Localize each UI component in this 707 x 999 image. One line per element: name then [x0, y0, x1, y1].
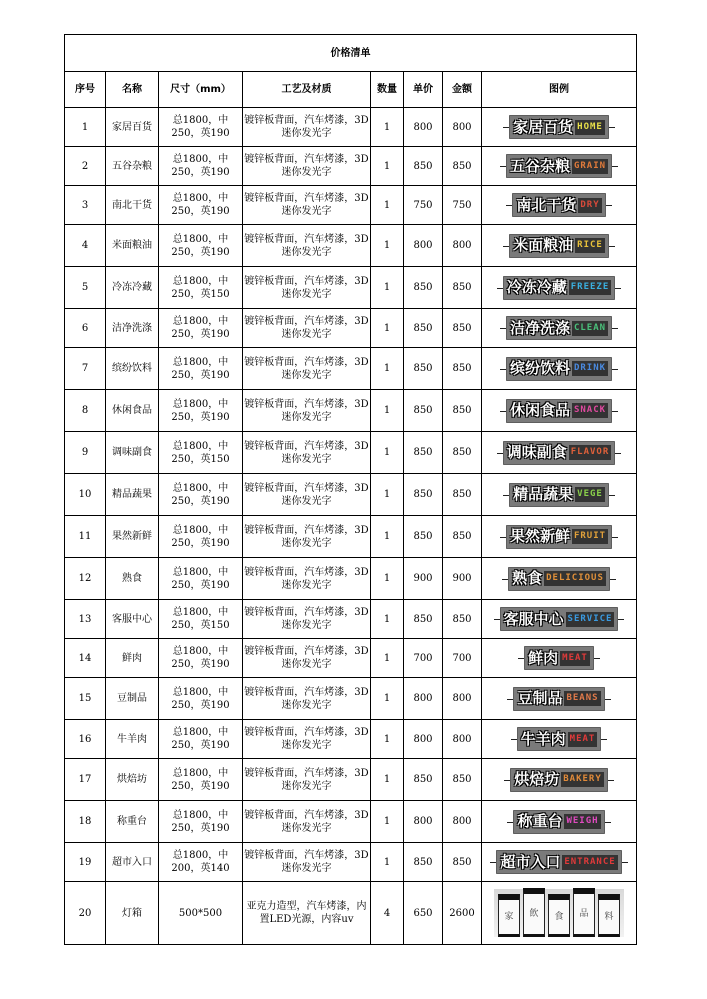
row-name: 家居百货	[106, 108, 159, 147]
row-name: 冷冻冷藏	[106, 267, 159, 309]
sign-preview	[506, 525, 612, 549]
row-price: 650	[404, 882, 443, 945]
row-size: 总1800，中250，英190	[159, 801, 243, 843]
row-size: 总1800，中250，英190	[159, 390, 243, 432]
sign-chinese-text: 五谷杂粮	[509, 156, 570, 175]
row-craft: 镀锌板背面，汽车烤漆，3D迷你发光字	[243, 516, 371, 558]
row-name: 缤纷饮料	[106, 348, 159, 390]
sign-chinese-text: 鲜肉	[528, 648, 559, 667]
row-amount: 850	[443, 147, 482, 186]
row-no: 15	[65, 678, 106, 720]
row-name: 牛羊肉	[106, 720, 159, 759]
sign-chinese-text: 精品蔬果	[513, 485, 574, 503]
row-size: 总1800，中250，英190	[159, 558, 243, 600]
row-craft: 镀锌板背面，汽车烤漆，3D迷你发光字	[243, 474, 371, 516]
sign-preview	[503, 276, 616, 300]
row-amount: 850	[443, 474, 482, 516]
sign-chinese-text: 果然新鲜	[509, 527, 570, 545]
row-craft: 镀锌板背面，汽车烤漆，3D迷你发光字	[243, 108, 371, 147]
table-row	[65, 639, 637, 678]
row-size: 总1800，中250，英190	[159, 186, 243, 225]
sign-image	[482, 348, 637, 390]
row-amount: 850	[443, 759, 482, 801]
sign-preview	[506, 154, 612, 178]
row-size: 总1800，中250，英150	[159, 267, 243, 309]
row-no: 8	[65, 390, 106, 432]
row-no: 7	[65, 348, 106, 390]
row-amount: 800	[443, 108, 482, 147]
row-no: 5	[65, 267, 106, 309]
row-size: 总1800，中250，英190	[159, 309, 243, 348]
row-amount: 800	[443, 225, 482, 267]
row-size: 总1800，中250，英190	[159, 348, 243, 390]
row-no: 20	[65, 882, 106, 945]
sign-image	[482, 639, 637, 678]
row-no: 4	[65, 225, 106, 267]
row-amount: 850	[443, 309, 482, 348]
row-qty: 1	[371, 720, 404, 759]
row-qty: 1	[371, 801, 404, 843]
row-name: 熟食	[106, 558, 159, 600]
row-qty: 1	[371, 759, 404, 801]
sign-chinese-text: 家居百货	[513, 117, 574, 136]
row-name: 精品蔬果	[106, 474, 159, 516]
sign-image	[482, 432, 637, 474]
table-row	[65, 267, 637, 309]
row-craft: 镀锌板背面，汽车烤漆，3D迷你发光字	[243, 678, 371, 720]
sign-preview	[500, 607, 619, 631]
sign-english-text: MEAT	[568, 732, 598, 747]
row-craft: 镀锌板背面，汽车烤漆，3D迷你发光字	[243, 147, 371, 186]
sign-image	[482, 267, 637, 309]
sign-english-text: HOME	[575, 120, 605, 135]
row-name: 洁净洗涤	[106, 309, 159, 348]
sign-chinese-text: 熟食	[512, 569, 543, 587]
row-size: 总1800，中250，英190	[159, 147, 243, 186]
table-row	[65, 432, 637, 474]
sign-english-text: GRAIN	[572, 159, 608, 174]
row-price: 800	[404, 801, 443, 843]
sign-preview	[513, 687, 604, 711]
row-price: 850	[404, 147, 443, 186]
lightbox-panel: 品	[573, 888, 595, 937]
row-amount: 800	[443, 720, 482, 759]
row-name: 豆制品	[106, 678, 159, 720]
sign-english-text: DELICIOUS	[544, 571, 606, 586]
row-qty: 1	[371, 678, 404, 720]
lightbox-panel: 料	[598, 894, 620, 937]
row-qty: 1	[371, 348, 404, 390]
row-amount: 900	[443, 558, 482, 600]
row-name: 客服中心	[106, 600, 159, 639]
row-amount: 850	[443, 432, 482, 474]
row-qty: 1	[371, 639, 404, 678]
row-price: 850	[404, 432, 443, 474]
sign-english-text: MEAT	[560, 651, 590, 666]
header-no: 序号	[65, 72, 106, 108]
row-qty: 1	[371, 600, 404, 639]
row-price: 850	[404, 267, 443, 309]
row-size: 总1800，中250，英190	[159, 759, 243, 801]
sign-english-text: SNACK	[572, 403, 608, 418]
sign-english-text: FREEZE	[569, 280, 612, 295]
row-name: 灯箱	[106, 882, 159, 945]
table-row	[65, 843, 637, 882]
table-row	[65, 516, 637, 558]
row-amount: 850	[443, 267, 482, 309]
row-craft: 镀锌板背面，汽车烤漆，3D迷你发光字	[243, 186, 371, 225]
row-name: 鲜肉	[106, 639, 159, 678]
row-amount: 850	[443, 516, 482, 558]
row-qty: 1	[371, 843, 404, 882]
price-list-table	[64, 34, 637, 945]
lightbox-panel: 飲	[523, 888, 545, 937]
sign-english-text: FRUIT	[572, 529, 608, 544]
header-size: 尺寸（mm）	[159, 72, 243, 108]
row-craft: 亚克力造型，汽车烤漆，内置LED光源，内容uv	[243, 882, 371, 945]
row-qty: 1	[371, 309, 404, 348]
table-row	[65, 474, 637, 516]
sign-chinese-text: 洁净洗涤	[509, 318, 570, 337]
row-price: 900	[404, 558, 443, 600]
row-size: 总1800，中250，英190	[159, 678, 243, 720]
row-qty: 1	[371, 108, 404, 147]
lightbox-panel: 食	[548, 894, 570, 937]
row-price: 850	[404, 843, 443, 882]
row-qty: 1	[371, 267, 404, 309]
row-price: 850	[404, 516, 443, 558]
sign-image	[482, 678, 637, 720]
row-qty: 1	[371, 186, 404, 225]
row-name: 烘焙坊	[106, 759, 159, 801]
header-craft: 工艺及材质	[243, 72, 371, 108]
row-qty: 4	[371, 882, 404, 945]
row-craft: 镀锌板背面，汽车烤漆，3D迷你发光字	[243, 309, 371, 348]
sign-preview	[513, 810, 604, 834]
sign-image	[482, 843, 637, 882]
row-craft: 镀锌板背面，汽车烤漆，3D迷你发光字	[243, 348, 371, 390]
table-row	[65, 678, 637, 720]
table-row	[65, 600, 637, 639]
table-row	[65, 309, 637, 348]
row-price: 800	[404, 225, 443, 267]
sign-english-text: VEGE	[575, 487, 605, 502]
sign-english-text: DRY	[578, 198, 601, 213]
row-amount: 750	[443, 186, 482, 225]
sign-chinese-text: 超市入口	[500, 852, 561, 871]
row-price: 700	[404, 639, 443, 678]
sign-preview	[508, 567, 610, 591]
header-row	[65, 72, 637, 108]
table-row	[65, 759, 637, 801]
row-price: 850	[404, 390, 443, 432]
sign-chinese-text: 南北干货	[516, 195, 577, 214]
row-amount: 850	[443, 390, 482, 432]
row-name: 米面粮油	[106, 225, 159, 267]
row-craft: 镀锌板背面，汽车烤漆，3D迷你发光字	[243, 720, 371, 759]
sign-chinese-text: 豆制品	[517, 689, 563, 707]
row-name: 五谷杂粮	[106, 147, 159, 186]
lightbox-panel: 家	[498, 894, 520, 937]
row-price: 800	[404, 108, 443, 147]
sign-english-text: BAKERY	[561, 772, 604, 787]
sign-chinese-text: 客服中心	[503, 609, 564, 628]
row-size: 总1800，中250，英190	[159, 720, 243, 759]
sign-english-text: ENTRANCE	[562, 855, 617, 870]
row-price: 850	[404, 759, 443, 801]
sign-image	[482, 147, 637, 186]
table-row	[65, 720, 637, 759]
sign-preview	[509, 115, 609, 139]
sign-preview	[509, 483, 609, 507]
sign-english-text: FLAVOR	[569, 445, 612, 460]
sign-english-text: BEANS	[564, 691, 600, 706]
row-craft: 镀锌板背面，汽车烤漆，3D迷你发光字	[243, 639, 371, 678]
row-price: 850	[404, 309, 443, 348]
row-craft: 镀锌板背面，汽车烤漆，3D迷你发光字	[243, 759, 371, 801]
sign-chinese-text: 牛羊肉	[520, 729, 566, 748]
sign-preview	[496, 850, 621, 874]
sign-preview	[506, 399, 612, 423]
sign-english-text: DRINK	[572, 361, 608, 376]
row-size: 总1800，中250，英190	[159, 639, 243, 678]
row-qty: 1	[371, 516, 404, 558]
row-name: 果然新鲜	[106, 516, 159, 558]
header-legend: 图例	[482, 72, 637, 108]
row-size: 总1800，中250，英150	[159, 432, 243, 474]
sign-image	[482, 516, 637, 558]
table-row	[65, 348, 637, 390]
row-no: 10	[65, 474, 106, 516]
row-no: 14	[65, 639, 106, 678]
table-row	[65, 147, 637, 186]
sign-chinese-text: 休闲食品	[509, 401, 570, 419]
row-qty: 1	[371, 225, 404, 267]
row-size: 总1800，中250，英190	[159, 225, 243, 267]
row-qty: 1	[371, 432, 404, 474]
row-amount: 2600	[443, 882, 482, 945]
sign-english-text: CLEAN	[572, 321, 608, 336]
table-row	[65, 225, 637, 267]
sign-preview	[506, 316, 612, 340]
sign-english-text: RICE	[575, 238, 605, 253]
header-amount: 金额	[443, 72, 482, 108]
sign-chinese-text: 米面粮油	[513, 236, 574, 254]
row-qty: 1	[371, 390, 404, 432]
sign-image	[482, 108, 637, 147]
row-price: 850	[404, 348, 443, 390]
row-amount: 850	[443, 348, 482, 390]
sign-image	[482, 801, 637, 843]
sign-chinese-text: 缤纷饮料	[509, 359, 570, 377]
row-name: 超市入口	[106, 843, 159, 882]
sign-image	[482, 600, 637, 639]
lightbox-preview	[494, 889, 624, 937]
row-name: 休闲食品	[106, 390, 159, 432]
row-no: 19	[65, 843, 106, 882]
sign-image	[482, 186, 637, 225]
row-no: 13	[65, 600, 106, 639]
table-row	[65, 882, 637, 945]
row-craft: 镀锌板背面，汽车烤漆，3D迷你发光字	[243, 843, 371, 882]
page-title: 价格清单	[65, 35, 637, 72]
row-price: 850	[404, 600, 443, 639]
row-amount: 700	[443, 639, 482, 678]
row-size: 总1800，中250，英150	[159, 600, 243, 639]
row-no: 16	[65, 720, 106, 759]
row-craft: 镀锌板背面，汽车烤漆，3D迷你发光字	[243, 600, 371, 639]
row-amount: 800	[443, 678, 482, 720]
sign-preview	[503, 441, 616, 465]
sign-image	[482, 474, 637, 516]
row-craft: 镀锌板背面，汽车烤漆，3D迷你发光字	[243, 390, 371, 432]
row-price: 800	[404, 720, 443, 759]
row-name: 调味副食	[106, 432, 159, 474]
sign-image	[482, 720, 637, 759]
table-row	[65, 558, 637, 600]
table-row	[65, 108, 637, 147]
row-price: 800	[404, 678, 443, 720]
row-size: 总1800，中250，英190	[159, 516, 243, 558]
sign-preview	[517, 727, 602, 751]
sign-preview	[509, 234, 609, 258]
sign-english-text: WEIGH	[564, 814, 600, 829]
row-amount: 800	[443, 801, 482, 843]
row-size: 总1800，中250，英190	[159, 474, 243, 516]
row-craft: 镀锌板背面，汽车烤漆，3D迷你发光字	[243, 558, 371, 600]
table-row	[65, 186, 637, 225]
table-row	[65, 801, 637, 843]
row-no: 18	[65, 801, 106, 843]
sign-chinese-text: 称重台	[517, 812, 563, 830]
row-name: 南北干货	[106, 186, 159, 225]
row-no: 6	[65, 309, 106, 348]
sign-preview	[512, 193, 605, 217]
row-name: 称重台	[106, 801, 159, 843]
row-size: 总1800，中250，英190	[159, 108, 243, 147]
sign-image	[482, 309, 637, 348]
row-no: 3	[65, 186, 106, 225]
row-no: 17	[65, 759, 106, 801]
sign-image	[482, 225, 637, 267]
sign-chinese-text: 烘焙坊	[514, 770, 560, 788]
row-qty: 1	[371, 474, 404, 516]
sign-image	[482, 390, 637, 432]
sign-chinese-text: 冷冻冷藏	[506, 278, 567, 296]
sign-image	[482, 759, 637, 801]
row-craft: 镀锌板背面，汽车烤漆，3D迷你发光字	[243, 432, 371, 474]
row-qty: 1	[371, 558, 404, 600]
row-no: 9	[65, 432, 106, 474]
header-name: 名称	[106, 72, 159, 108]
row-amount: 850	[443, 600, 482, 639]
header-qty: 数量	[371, 72, 404, 108]
row-no: 2	[65, 147, 106, 186]
sign-preview	[510, 768, 608, 792]
header-price: 单价	[404, 72, 443, 108]
row-price: 850	[404, 474, 443, 516]
row-craft: 镀锌板背面，汽车烤漆，3D迷你发光字	[243, 801, 371, 843]
row-no: 1	[65, 108, 106, 147]
row-no: 11	[65, 516, 106, 558]
sign-image	[482, 558, 637, 600]
row-price: 750	[404, 186, 443, 225]
sign-preview	[524, 646, 594, 670]
sign-english-text: SERVICE	[566, 612, 615, 627]
row-craft: 镀锌板背面，汽车烤漆，3D迷你发光字	[243, 225, 371, 267]
row-amount: 850	[443, 843, 482, 882]
row-qty: 1	[371, 147, 404, 186]
lightbox-image	[482, 882, 637, 945]
sign-preview	[506, 357, 612, 381]
sign-chinese-text: 调味副食	[506, 443, 567, 461]
table-row	[65, 390, 637, 432]
row-no: 12	[65, 558, 106, 600]
row-size: 500*500	[159, 882, 243, 945]
row-size: 总1800，中200，英140	[159, 843, 243, 882]
row-craft: 镀锌板背面，汽车烤漆，3D迷你发光字	[243, 267, 371, 309]
